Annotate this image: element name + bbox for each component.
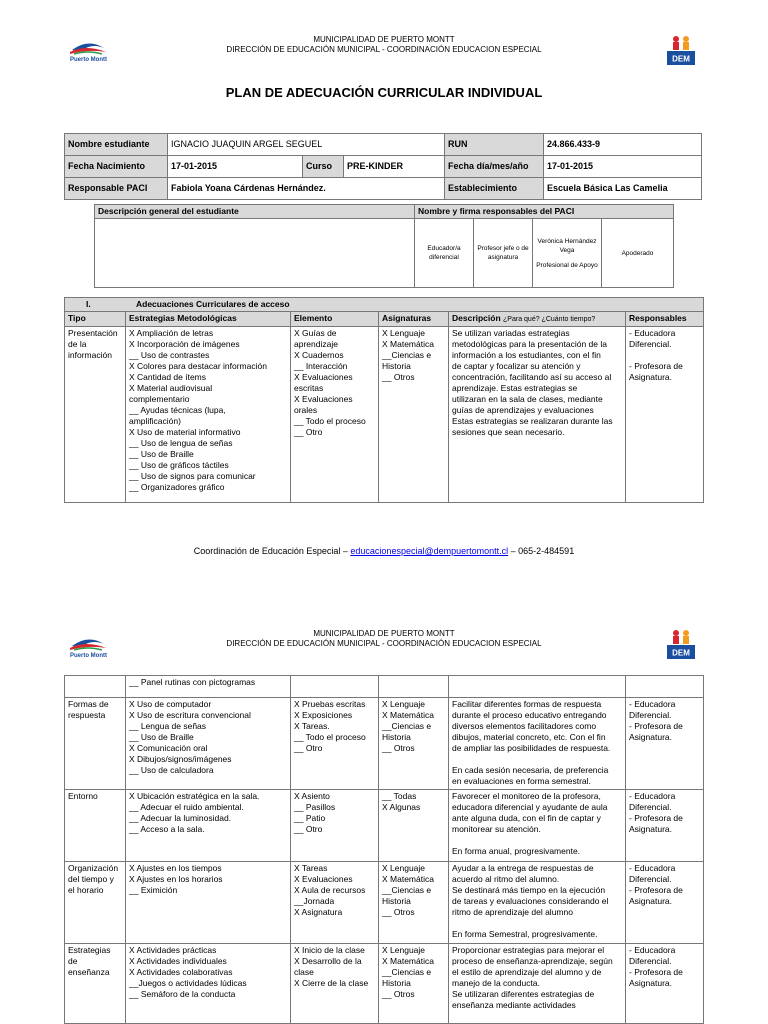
sig-profesional: Verónica Hernández Vega Profesional de Apoyo <box>533 219 602 288</box>
formas-descripcion <box>449 698 626 790</box>
name-value: IGNACIO JUAQUIN ARGEL SEGUEL <box>168 134 445 156</box>
cont-elemento <box>291 676 379 698</box>
ensenanza-elemento <box>291 944 379 1024</box>
organizacion-descripcion-line: En forma Semestral, progresivamente. <box>452 929 598 939</box>
entorno-asignaturas-line: X Algunas <box>382 802 421 812</box>
organizacion-descripcion-line <box>452 918 622 929</box>
resp-label: Responsable PACI <box>65 178 168 200</box>
row1-asignaturas-line: __ Otros <box>382 372 415 382</box>
ensenanza-descripcion-line: el estilo de aprendizaje del alumno y de <box>452 967 602 977</box>
col-tipo: Tipo <box>65 312 126 327</box>
formas-estrategias-line: __ Uso de Braille <box>129 732 194 742</box>
entorno-elemento-line: __ Otro <box>294 824 323 834</box>
row-entorno <box>65 790 704 862</box>
ensenanza-estrategias-line: X Actividades prácticas <box>129 945 217 955</box>
row1-estrategias-line: __ Uso de gráficos táctiles <box>129 460 229 470</box>
row1-descripcion <box>449 327 626 503</box>
row1-responsables-line: - Educadora <box>629 328 676 338</box>
organizacion-asignaturas-line: X Lenguaje <box>382 863 426 873</box>
entorno-descripcion-line: monitorear su atención. <box>452 824 541 834</box>
col-asignaturas: Asignaturas <box>379 312 449 327</box>
entorno-responsables-line: - Profesora de <box>629 813 683 823</box>
row1-estrategias-line: complementario <box>129 394 190 404</box>
formas-descripcion-line: diversos elementos facilitadores como <box>452 721 597 731</box>
row1-estrategias-line: __ Organizadores gráfico <box>129 482 225 492</box>
entorno-descripcion-line: En forma anual, progresivamente. <box>452 846 581 856</box>
row1-estrategias-line: amplificación) <box>129 416 181 426</box>
organizacion-estrategias-line: X Ajustes en los tiempos <box>129 863 222 873</box>
organizacion-estrategias <box>126 862 291 944</box>
row1-responsables <box>626 327 704 503</box>
row1-asignaturas-line: __Ciencias e <box>382 350 432 360</box>
birth-value: 17-01-2015 <box>168 156 303 178</box>
entorno-asignaturas <box>379 790 449 862</box>
ensenanza-descripcion-line: proceso de enseñanza-aprendizaje, según <box>452 956 613 966</box>
entorno-responsables-line: Diferencial. <box>629 802 672 812</box>
ensenanza-descripcion-line: Se utilizaran diferentes estrategias de <box>452 989 595 999</box>
entorno-estrategias <box>126 790 291 862</box>
footer-email-link[interactable]: educacionespecial@dempuertomontt.cl <box>350 546 509 556</box>
formas-asignaturas-line: __ Otros <box>382 743 415 753</box>
run-value: 24.866.433-9 <box>544 134 702 156</box>
formas-responsables-line: - Educadora <box>629 699 676 709</box>
ensenanza-asignaturas-line: X Lenguaje <box>382 945 426 955</box>
estab-label: Establecimiento <box>445 178 544 200</box>
formas-descripcion-line: En cada sesión necesaria, de preferencia <box>452 765 609 775</box>
row1-estrategias-line: __ Uso de contrastes <box>129 350 210 360</box>
formas-tipo-line: Formas de <box>68 699 109 709</box>
course-value: PRE-KINDER <box>344 156 445 178</box>
ensenanza-elemento-line: X Inicio de la clase <box>294 945 365 955</box>
row1-descripcion-line: sesiones que sean necesario. <box>452 427 565 437</box>
formas-elemento-line: __ Otro <box>294 743 323 753</box>
row1-estrategias-line: X Uso de material informativo <box>129 427 241 437</box>
formas-descripcion-line: durante el proceso educativo entregando <box>452 710 607 720</box>
formas-descripcion-line: dibujos, material concreto, etc. Con el fin <box>452 732 606 742</box>
formas-elemento-line: X Tareas. <box>294 721 330 731</box>
svg-text:Puerto Montt: Puerto Montt <box>70 653 107 659</box>
svg-text:DEM: DEM <box>672 648 690 658</box>
row1-descripcion-line: aprendizaje. Estas estrategias se <box>452 383 578 393</box>
row1-descripcion-line: concentración, facilitando así su acceso al <box>452 372 612 382</box>
formas-responsables-line: - Profesora de <box>629 721 683 731</box>
run-label: RUN <box>445 134 544 156</box>
ensenanza-responsables <box>626 944 704 1024</box>
col-estrategias: Estrategias Metodológicas <box>126 312 291 327</box>
ensenanza-asignaturas-line: X Matemática <box>382 956 434 966</box>
formas-elemento-line: X Pruebas escritas <box>294 699 366 709</box>
organizacion-asignaturas-line: Historia <box>382 896 411 906</box>
entorno-elemento-line: __ Pasillos <box>294 802 336 812</box>
row1-elemento-line: X Cuadernos <box>294 350 344 360</box>
svg-text:DEM: DEM <box>672 54 690 64</box>
col-elemento: Elemento <box>291 312 379 327</box>
row1-elemento-line: escritas <box>294 383 324 393</box>
entorno-tipo <box>65 790 126 862</box>
svg-text:Puerto Montt: Puerto Montt <box>70 57 107 63</box>
col-descripcion: Descripción ¿Para qué? ¿Cuánto tiempo? <box>449 312 626 327</box>
header-line-1: MUNICIPALIDAD DE PUERTO MONTT <box>313 35 455 44</box>
entorno-descripcion-line <box>452 835 622 846</box>
logo-right-p2 <box>667 627 695 659</box>
organizacion-responsables-line: Diferencial. <box>629 874 672 884</box>
access-section-header: I. Adecuaciones Curriculares de acceso <box>65 298 704 312</box>
row1-responsables-line <box>629 350 700 361</box>
row1-elemento-line: aprendizaje <box>294 339 338 349</box>
ensenanza-estrategias-line: X Actividades colaborativas <box>129 967 233 977</box>
organizacion-elemento-line: X Asignatura <box>294 907 343 917</box>
formas-estrategias-line: X Uso de computador <box>129 699 212 709</box>
cont-estrategias: __ Panel rutinas con pictogramas <box>126 676 291 698</box>
organizacion-descripcion-line: ritmo de aprendizaje del alumno <box>452 907 573 917</box>
header2-line-1: MUNICIPALIDAD DE PUERTO MONTT <box>313 629 455 638</box>
organizacion-asignaturas-line: __ Otros <box>382 907 415 917</box>
row1-estrategias-line: __ Ayudas técnicas (lupa, <box>129 405 226 415</box>
ensenanza-estrategias-line: __ Semáforo de la conducta <box>129 989 236 999</box>
entorno-tipo-line: Entorno <box>68 791 98 801</box>
row1-descripcion-line: de captar y focalizar su atención y <box>452 361 581 371</box>
entorno-estrategias-line: __ Acceso a la sala. <box>129 824 205 834</box>
description-table <box>94 204 674 288</box>
ensenanza-responsables-line: Asignatura. <box>629 978 672 988</box>
description-header: Descripción general del estudiante <box>95 205 415 219</box>
organizacion-descripcion-line: Ayudar a la entrega de respuestas de <box>452 863 594 873</box>
formas-descripcion-line: en evaluaciones en forma semestral. <box>452 776 591 786</box>
organizacion-descripcion <box>449 862 626 944</box>
organizacion-asignaturas-line: X Matemática <box>382 874 434 884</box>
formas-descripcion-line: de ampliar las posibilidades de respuesta. <box>452 743 611 753</box>
row1-descripcion-line: guías de aprendizajes y evaluaciones <box>452 405 594 415</box>
ensenanza-elemento-line: clase <box>294 967 314 977</box>
ensenanza-descripcion-line: Proporcionar estrategias para mejorar el <box>452 945 605 955</box>
organizacion-descripcion-line: acuerdo al ritmo del alumno. <box>452 874 560 884</box>
row-organizacion <box>65 862 704 944</box>
row1-estrategias-line: X Cantidad de ítems <box>129 372 207 382</box>
ensenanza-elemento-line: X Cierre de la clase <box>294 978 369 988</box>
organizacion-tipo-line: del tiempo y <box>68 874 114 884</box>
ensenanza-descripcion-line: manejo de la conducta. <box>452 978 540 988</box>
formas-tipo-line: respuesta <box>68 710 106 720</box>
access-table-continued <box>64 675 704 1024</box>
formas-elemento <box>291 698 379 790</box>
row1-tipo-line: Presentación <box>68 328 118 338</box>
col-responsables: Responsables <box>626 312 704 327</box>
row-estrategias-ensenanza <box>65 944 704 1024</box>
cont-tipo <box>65 676 126 698</box>
row1-estrategias-line: __ Uso de Braille <box>129 449 194 459</box>
row1-descripcion-line: Se utilizan variadas estrategias <box>452 328 570 338</box>
formas-estrategias <box>126 698 291 790</box>
organizacion-tipo-line: el horario <box>68 885 104 895</box>
sig-apoderado: Apoderado <box>602 219 674 288</box>
header2-line-2: DIRECCIÓN DE EDUCACIÓN MUNICIPAL - COORDINACIÓN EDUCACION ESPECIAL <box>226 639 542 648</box>
formas-tipo <box>65 698 126 790</box>
entorno-elemento-line: __ Patio <box>294 813 326 823</box>
formas-estrategias-line: __ Uso de calculadora <box>129 765 214 775</box>
row1-responsables-line: - Profesora de <box>629 361 683 371</box>
organizacion-responsables-line: Asignatura. <box>629 896 672 906</box>
row1-elemento-line: __ Interacción <box>294 361 348 371</box>
row1-asignaturas-line: X Lenguaje <box>382 328 426 338</box>
ensenanza-estrategias-line: __Juegos o actividades lúdicas <box>129 978 247 988</box>
entorno-descripcion <box>449 790 626 862</box>
ensenanza-responsables-line: - Profesora de <box>629 967 683 977</box>
ensenanza-tipo-line: enseñanza <box>68 967 110 977</box>
organizacion-estrategias-line: __ Eximición <box>129 885 178 895</box>
row1-responsables-line: Asignatura. <box>629 372 672 382</box>
ensenanza-tipo-line: de <box>68 956 78 966</box>
row1-estrategias-line: __ Uso de lengua de señas <box>129 438 233 448</box>
row1-estrategias-line: X Incorporación de imágenes <box>129 339 240 349</box>
formas-descripcion-line: Facilitar diferentes formas de respuesta <box>452 699 602 709</box>
ensenanza-descripcion <box>449 944 626 1024</box>
row1-responsables-line: Diferencial. <box>629 339 672 349</box>
resp-value: Fabiola Yoana Cárdenas Hernández. <box>168 178 445 200</box>
footer: Coordinación de Educación Especial – educacionespecial@dempuertomontt.cl – 065-2-484591 <box>193 546 575 556</box>
ensenanza-asignaturas-line: __ Otros <box>382 989 415 999</box>
row1-elemento-line: orales <box>294 405 318 415</box>
formas-asignaturas-line: X Lenguaje <box>382 699 426 709</box>
row1-estrategias <box>126 327 291 503</box>
row1-descripcion-line: utilizaran en la sala de clases, mediante <box>452 394 603 404</box>
row1-tipo-line: información <box>68 350 112 360</box>
ensenanza-estrategias <box>126 944 291 1024</box>
row1-estrategias-line: X Colores para destacar información <box>129 361 267 371</box>
header-line-2: DIRECCIÓN DE EDUCACIÓN MUNICIPAL - COORDINACIÓN EDUCACION ESPECIAL <box>226 45 542 54</box>
organizacion-responsables-line: - Educadora <box>629 863 676 873</box>
row1-elemento <box>291 327 379 503</box>
entorno-responsables <box>626 790 704 862</box>
formas-elemento-line: X Exposiciones <box>294 710 353 720</box>
row1-elemento-line: X Evaluaciones <box>294 394 353 404</box>
entorno-descripcion-line: educadora diferencial y ayudante de aula <box>452 802 608 812</box>
organizacion-elemento-line: X Tareas <box>294 863 328 873</box>
formas-asignaturas-line: Historia <box>382 732 411 742</box>
row1-asignaturas-line: X Matemática <box>382 339 434 349</box>
row1-descripcion-line: información a los estudiantes, con el fin <box>452 350 601 360</box>
entorno-estrategias-line: __ Adecuar el ruido ambiental. <box>129 802 244 812</box>
entorno-responsables-line: Asignatura. <box>629 824 672 834</box>
formas-elemento-line: __ Todo el proceso <box>294 732 366 742</box>
organizacion-elemento-line: __Jornada <box>294 896 335 906</box>
cont-asignaturas <box>379 676 449 698</box>
formas-descripcion-line <box>452 754 622 765</box>
formas-asignaturas <box>379 698 449 790</box>
organizacion-asignaturas <box>379 862 449 944</box>
description-body <box>95 219 415 288</box>
formas-estrategias-line: X Dibujos/signos/imágenes <box>129 754 232 764</box>
date-label: Fecha día/mes/año <box>445 156 544 178</box>
row1-descripcion-line: metodológicas para la presentación de la <box>452 339 607 349</box>
ensenanza-responsables-line: - Educadora <box>629 945 676 955</box>
entorno-descripcion-line: Favorecer el monitoreo de la profesora, <box>452 791 601 801</box>
entorno-descripcion-line: ante alguna duda, con el fin de captar y <box>452 813 601 823</box>
page-title: PLAN DE ADECUACIÓN CURRICULAR INDIVIDUAL <box>225 85 543 100</box>
entorno-estrategias-line: __ Adecuar la luminosidad. <box>129 813 232 823</box>
entorno-elemento-line: X Asiento <box>294 791 330 801</box>
entorno-estrategias-line: X Ubicación estratégica en la sala. <box>129 791 260 801</box>
cont-descripcion <box>449 676 626 698</box>
ensenanza-elemento-line: X Desarrollo de la <box>294 956 362 966</box>
entorno-responsables-line: - Educadora <box>629 791 676 801</box>
row1-elemento-line: __ Todo el proceso <box>294 416 366 426</box>
formas-responsables-line: Diferencial. <box>629 710 672 720</box>
entorno-asignaturas-line: __ Todas <box>382 791 417 801</box>
formas-estrategias-line: X Comunicación oral <box>129 743 208 753</box>
signatures-header: Nombre y firma responsables del PACI <box>415 205 674 219</box>
organizacion-asignaturas-line: __Ciencias e <box>382 885 432 895</box>
row1-elemento-line: X Guías de <box>294 328 337 338</box>
organizacion-elemento <box>291 862 379 944</box>
row1-asignaturas-line: Historia <box>382 361 411 371</box>
estab-value: Escuela Básica Las Camelia <box>544 178 702 200</box>
organizacion-elemento-line: X Evaluaciones <box>294 874 353 884</box>
ensenanza-responsables-line: Diferencial. <box>629 956 672 966</box>
organizacion-tipo-line: Organización <box>68 863 119 873</box>
organizacion-descripcion-line: Se destinará más tiempo en la ejecución <box>452 885 606 895</box>
student-info-table <box>64 133 702 200</box>
organizacion-descripcion-line: de tareas y evaluaciones considerando el <box>452 896 609 906</box>
formas-responsables <box>626 698 704 790</box>
row1-asignaturas <box>379 327 449 503</box>
ensenanza-asignaturas <box>379 944 449 1024</box>
row-formas <box>65 698 704 790</box>
formas-asignaturas-line: X Matemática <box>382 710 434 720</box>
row1-tipo <box>65 327 126 503</box>
organizacion-responsables-line: - Profesora de <box>629 885 683 895</box>
cont-responsables <box>626 676 704 698</box>
sig-educadora: Educador/a diferencial <box>415 219 474 288</box>
formas-responsables-line: Asignatura. <box>629 732 672 742</box>
organizacion-tipo <box>65 862 126 944</box>
birth-label: Fecha Nacimiento <box>65 156 168 178</box>
ensenanza-estrategias-line: X Actividades individuales <box>129 956 227 966</box>
row1-elemento-line: __ Otro <box>294 427 323 437</box>
row1-descripcion-line: Estas estrategias se realizaran durante las <box>452 416 613 426</box>
ensenanza-tipo <box>65 944 126 1024</box>
organizacion-elemento-line: X Aula de recursos <box>294 885 366 895</box>
row1-estrategias-line: X Material audiovisual <box>129 383 213 393</box>
logo-right <box>667 33 695 65</box>
ensenanza-asignaturas-line: Historia <box>382 978 411 988</box>
course-label: Curso <box>303 156 344 178</box>
name-label: Nombre estudiante <box>65 134 168 156</box>
date-value: 17-01-2015 <box>544 156 702 178</box>
row1-tipo-line: de la <box>68 339 87 349</box>
access-table <box>64 297 704 503</box>
formas-asignaturas-line: __Ciencias e <box>382 721 432 731</box>
row1-estrategias-line: X Ampliación de letras <box>129 328 214 338</box>
sig-profesor: Profesor jefe o de asignatura <box>474 219 533 288</box>
row1-estrategias-line: __ Uso de signos para comunicar <box>129 471 256 481</box>
row1-elemento-line: X Evaluaciones <box>294 372 353 382</box>
organizacion-estrategias-line: X Ajustes en los horarios <box>129 874 223 884</box>
formas-estrategias-line: __ Lengua de señas <box>129 721 207 731</box>
organizacion-responsables <box>626 862 704 944</box>
ensenanza-tipo-line: Estrategias <box>68 945 111 955</box>
formas-estrategias-line: X Uso de escritura convencional <box>129 710 251 720</box>
entorno-elemento <box>291 790 379 862</box>
ensenanza-asignaturas-line: __Ciencias e <box>382 967 432 977</box>
ensenanza-descripcion-line: enseñanza mediante actividades <box>452 1000 576 1010</box>
